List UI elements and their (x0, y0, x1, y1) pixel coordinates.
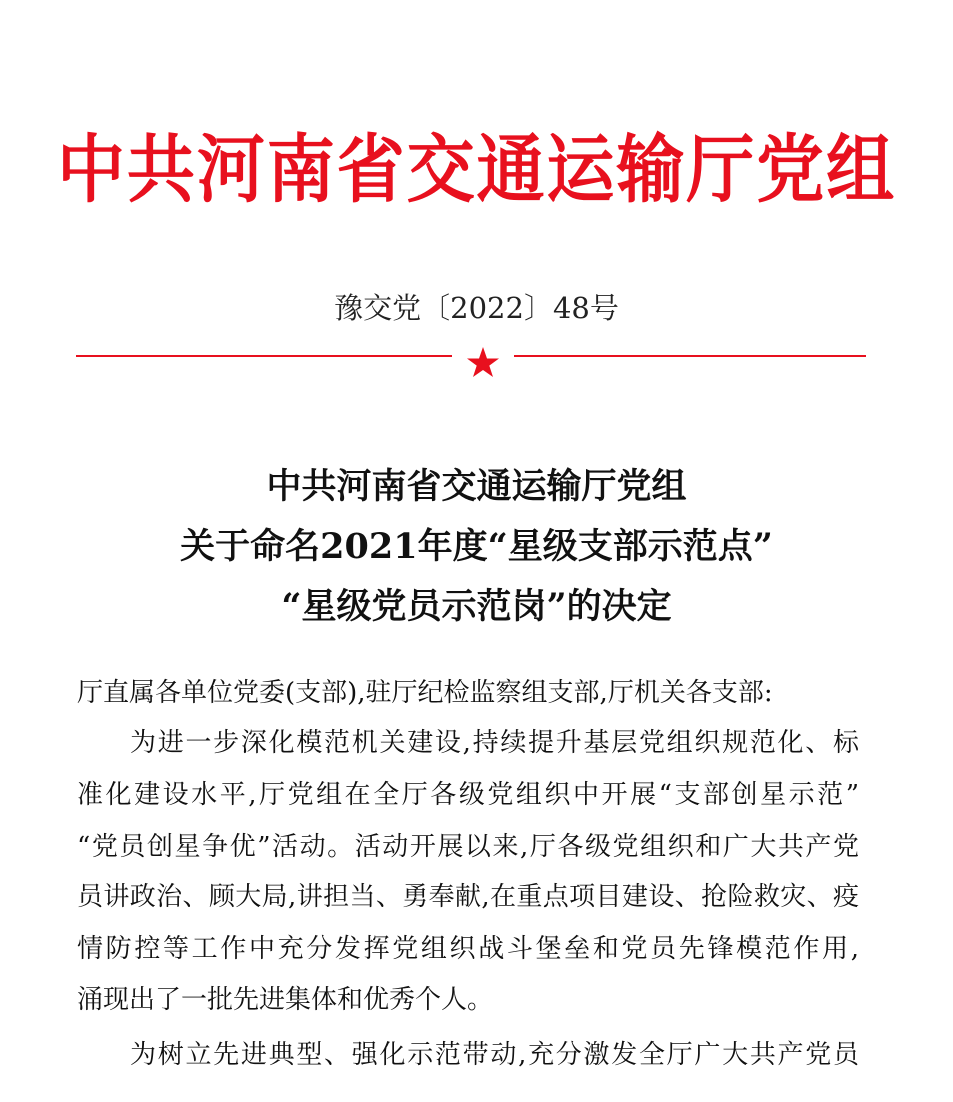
body-line: 情防控等工作中充分发挥党组织战斗堡垒和党员先锋模范作用, (77, 934, 859, 964)
red-divider-left (76, 355, 452, 357)
document-title-line-3: “星级党员示范岗”的决定 (281, 586, 672, 627)
document-number: 豫交党〔2022〕48号 (334, 291, 619, 325)
star-icon (466, 346, 500, 380)
salutation-line: 厅直属各单位党委(支部),驻厅纪检监察组支部,厅机关各支部: (77, 678, 773, 708)
body-line: 为进一步深化模范机关建设,持续提升基层党组织规范化、标 (130, 728, 859, 758)
issuer-header: 中共河南省交通运输厅党组 (56, 127, 897, 213)
body-line: “党员创星争优”活动。活动开展以来,厅各级党组织和广大共产党 (77, 832, 859, 862)
document-title-line-2: 关于命名2021年度“星级支部示范点” (180, 526, 773, 567)
body-line: 准化建设水平,厅党组在全厅各级党组织中开展“支部创星示范” (77, 780, 859, 810)
red-divider-right (514, 355, 866, 357)
body-line: 员讲政治、顾大局,讲担当、勇奉献,在重点项目建设、抢险救灾、疫 (77, 882, 859, 912)
document-title-line-1: 中共河南省交通运输厅党组 (266, 466, 687, 507)
body-line: 涌现出了一批先进集体和优秀个人。 (77, 985, 494, 1015)
body-line: 为树立先进典型、强化示范带动,充分激发全厅广大共产党员 (130, 1040, 859, 1070)
